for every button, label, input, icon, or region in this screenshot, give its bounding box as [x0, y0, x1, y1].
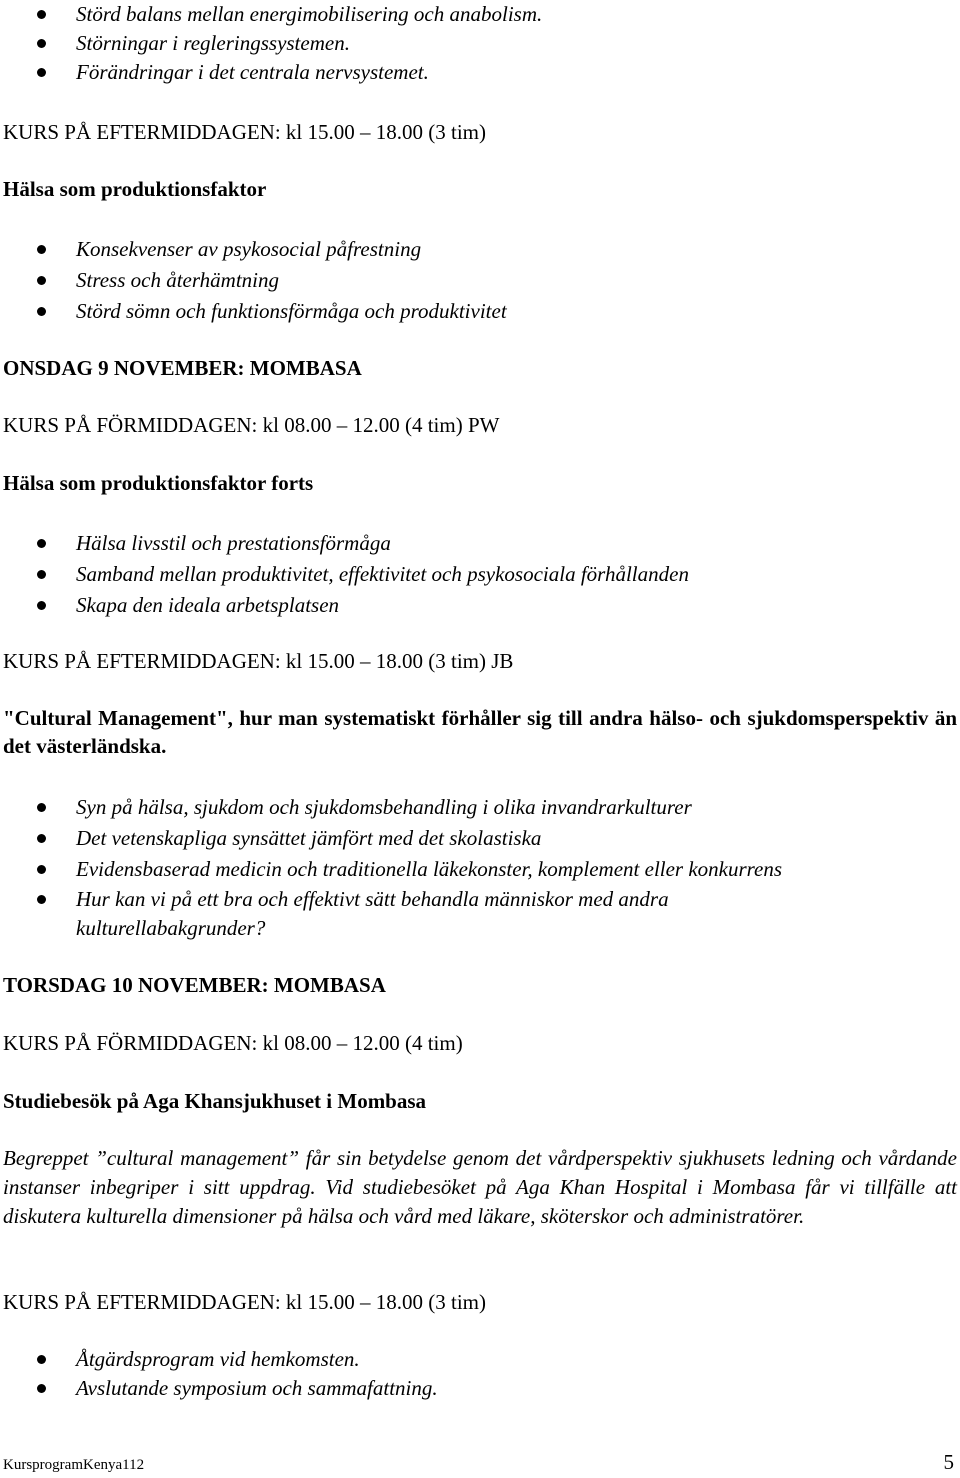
bullet-icon: [37, 39, 46, 48]
bullet-icon: [37, 1384, 46, 1393]
section-heading: "Cultural Management", hur man systematiskt förhåller sig till andra hälso- och sjukdomsperspektiv än det västerländska.: [3, 706, 957, 758]
top-bullet-list: [0, 0, 957, 87]
session-time: KURS PÅ FÖRMIDDAGEN: kl 08.00 – 12.00 (4 tim) PW: [3, 413, 500, 437]
list-item: Förändringar i det centrala nervsystemet.: [0, 58, 957, 87]
wed-afternoon-bullet-list: [0, 792, 957, 943]
wed-morning-bullet-list: [0, 528, 957, 621]
session-time: KURS PÅ FÖRMIDDAGEN: kl 08.00 – 12.00 (4 tim): [3, 1031, 463, 1055]
bullet-icon: [37, 10, 46, 19]
thu-afternoon-bullet-list: [0, 1345, 957, 1403]
list-item: Samband mellan produktivitet, effektivitet och psykosociala förhållanden: [0, 559, 957, 590]
day-title: ONSDAG 9 NOVEMBER: MOMBASA: [3, 356, 362, 380]
bullet-icon: [37, 1355, 46, 1364]
list-item: Avslutande symposium och sammafattning.: [0, 1374, 957, 1403]
bullet-icon: [37, 834, 46, 843]
bullet-icon: [37, 276, 46, 285]
bullet-icon: [37, 245, 46, 254]
bullet-icon: [37, 539, 46, 548]
section-heading: Hälsa som produktionsfaktor forts: [3, 471, 314, 495]
list-item: Hur kan vi på ett bra och effektivt sätt behandla människor med andra kulturellabakgrunder?: [0, 885, 957, 943]
footer-page-number: 5: [943, 1450, 954, 1474]
list-item: Åtgärdsprogram vid hemkomsten.: [0, 1345, 957, 1374]
bullet-icon: [37, 865, 46, 874]
session-time: KURS PÅ EFTERMIDDAGEN: kl 15.00 – 18.00 (3 tim): [3, 1290, 487, 1314]
list-item: Skapa den ideala arbetsplatsen: [0, 590, 957, 621]
section-heading: Hälsa som produktionsfaktor: [3, 177, 267, 201]
section1-bullet-list: [0, 234, 957, 327]
bullet-icon: [37, 570, 46, 579]
section-heading: Studiebesök på Aga Khansjukhuset i Mombasa: [3, 1089, 427, 1113]
bullet-icon: [37, 601, 46, 610]
bullet-icon: [37, 803, 46, 812]
list-item: Störningar i regleringssystemen.: [0, 29, 957, 58]
paragraph: Begreppet ”cultural management” får sin betydelse genom det vårdperspektiv sjukhusets ledning och vårdande instanser inbegriper i sitt uppdrag. Vid studiebesöket på Aga Khan Hospital i Mombasa får vi tillfälle att diskutera kulturella dimensioner på hälsa och vård med läkare, sköterskor och administratörer.: [3, 1146, 957, 1228]
footer-document-name: KursprogramKenya112: [3, 1457, 145, 1473]
list-item: Evidensbaserad medicin och traditionella läkekonster, komplement eller konkurrens: [0, 854, 957, 885]
bullet-icon: [37, 68, 46, 77]
list-item: Stress och återhämtning: [0, 265, 957, 296]
list-item: Konsekvenser av psykosocial påfrestning: [0, 234, 957, 265]
bullet-icon: [37, 307, 46, 316]
day-title: TORSDAG 10 NOVEMBER: MOMBASA: [3, 973, 386, 997]
list-item: Det vetenskapliga synsättet jämfört med det skolastiska: [0, 823, 957, 854]
session-time: KURS PÅ EFTERMIDDAGEN: kl 15.00 – 18.00 (3 tim) JB: [3, 649, 514, 673]
list-item: Syn på hälsa, sjukdom och sjukdomsbehandling i olika invandrarkulturer: [0, 792, 957, 823]
bullet-icon: [37, 895, 46, 904]
list-item: Störd balans mellan energimobilisering och anabolism.: [0, 0, 957, 29]
list-item: Hälsa livsstil och prestationsförmåga: [0, 528, 957, 559]
list-item: Störd sömn och funktionsförmåga och produktivitet: [0, 296, 957, 327]
session-time: KURS PÅ EFTERMIDDAGEN: kl 15.00 – 18.00 (3 tim): [3, 120, 487, 144]
